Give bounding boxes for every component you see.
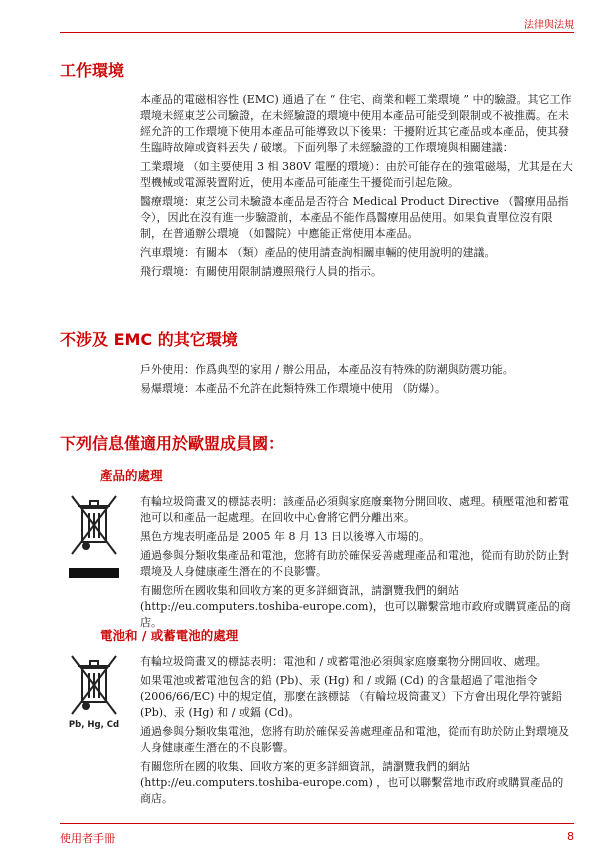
- product-disposal-body: [140, 494, 574, 634]
- paragraph: 戶外使用：作爲典型的家用 / 辦公用品，本產品沒有特殊的防潮與防震功能。: [140, 363, 514, 376]
- paragraph: 本產品的電磁相容性 (EMC) 通過了在 “ 住宅、商業和輕工業環境 ” 中的驗證。其它工作環境未經東芝公司驗證，在未經驗證的環境中使用本產品可能受到限制或不被推薦。在未經允許的工作環境下使用本產品可能導致以下後果：干擾附近其它產品或本產品，使其發生臨時故障或資料丟失 / 破壞。下面列舉了未經驗證的工作環境與相關建議：: [140, 93, 572, 154]
- subsection-title-product-disposal: 產品的處理: [100, 468, 163, 483]
- paragraph: 有輪垃圾筒畫叉的標誌表明：電池和 / 或蓄電池必須與家庭廢棄物分開回收、處理。: [140, 655, 547, 668]
- running-header: 法律與法規: [524, 20, 574, 31]
- non-emc-body: [140, 362, 574, 400]
- paragraph: 黑色方塊表明產品是 2005 年 8 月 13 日以後導入市場的。: [140, 530, 430, 543]
- paragraph: 通過參與分類收集產品和電池，您將有助於確保妥善處理產品和電池，從而有助於防止對環境及人身健康產生潛在的不良影響。: [140, 549, 569, 578]
- paragraph: 有關您所在國收集和回收方案的更多詳細資訊，請瀏覽我們的網站 (http://eu.computers.toshiba-europe.com)，也可以聯繫當地市政府或購買產品的商店。: [140, 584, 571, 629]
- paragraph: 有關您所在國的收集、回收方案的更多詳細資訊，請瀏覽我們的網站 (http://eu.computers.toshiba-europe.com) ，也可以聯繫當地市政府或購買產品的商店。: [140, 760, 564, 805]
- battery-disposal-body: [140, 654, 574, 810]
- paragraph: 汽車環境：有關本 （類）產品的使用請查詢相關車輛的使用說明的建議。: [140, 246, 496, 259]
- paragraph: 易爆環境：本產品不允許在此類特殊工作環境中使用 （防爆）。: [140, 382, 446, 395]
- footer-rule: [60, 823, 574, 824]
- footer-manual-title: 使用者手冊: [60, 832, 115, 845]
- paragraph: 通過參與分類收集電池，您將有助於確保妥善處理產品和電池，從而有助於防止對環境及人身健康產生潛在的不良影響。: [140, 725, 569, 754]
- paragraph: 如果電池或蓄電池包含的鉛 (Pb)、汞 (Hg) 和 / 或鎘 (Cd) 的含量超過了電池指令 (2006/66/EC) 中的規定值，那麼在該標誌 （有輪垃圾筒畫叉）下方會出現化學符號鉛 (Pb)、汞 (Hg) 和 / 或鎘 (Cd)。: [140, 674, 563, 719]
- paragraph: 飛行環境：有關使用限制請遵照飛行人員的指示。: [140, 265, 382, 278]
- section-title-work-environment: 工作環境: [60, 61, 125, 80]
- section-title-eu: 下列信息僅適用於歐盟成員國：: [60, 434, 285, 453]
- subsection-title-battery-disposal: 電池和 / 或蓄電池的處理: [100, 628, 239, 643]
- paragraph: 有輪垃圾筒畫叉的標誌表明：該產品必須與家庭廢棄物分開回收、處理。積壓電池和蓄電池可以和產品一起處理。在回收中心會將它們分離出來。: [140, 495, 569, 524]
- page-number: 8: [567, 830, 574, 843]
- chemical-symbols-label: Pb, Hg, Cd: [68, 720, 120, 730]
- work-environment-body: [140, 92, 574, 283]
- crossed-bin-icon-battery: [62, 650, 126, 730]
- header-rule: [60, 32, 574, 33]
- paragraph: 工業環境 （如主要使用 3 相 380V 電壓的環境）：由於可能存在的強電磁場，尤其是在大型機械或電源裝置附近，使用本產品可能產生干擾從而引起危險。: [140, 160, 573, 189]
- paragraph: 醫療環境：東芝公司未驗證本產品是否符合 Medical Product Directive （醫療用品指令），因此在沒有進一步驗證前，本產品不能作爲醫療用品使用。如果負責單位沒有限制，在普通辦公環境 （如醫院）中應能正常使用本產品。: [140, 195, 569, 240]
- black-bar-marker: [69, 568, 119, 578]
- section-title-non-emc: 不涉及 EMC 的其它環境: [60, 330, 238, 349]
- crossed-bin-icon: [62, 488, 126, 578]
